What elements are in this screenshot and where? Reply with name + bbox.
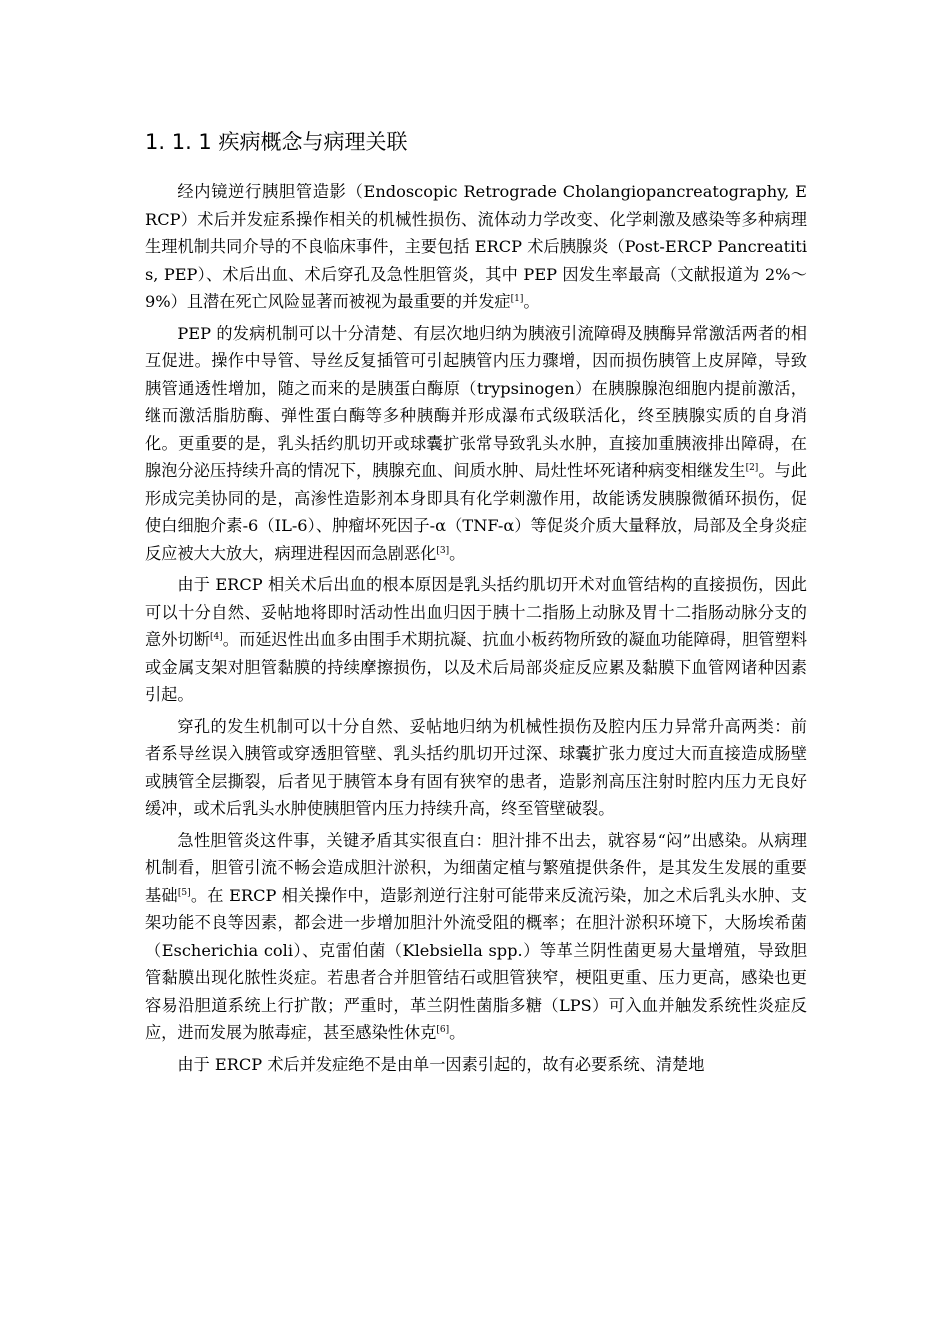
paragraph [145,827,807,1047]
citation-marker[interactable]: [6] [436,1025,450,1035]
paragraph-text: 。在 ERCP 相关操作中，造影剂逆行注射可能带来反流污染，加之术后乳头水肿、支架功能不良等因素，都会进一步增加胆汁外流受阻的概率；在胆汁淤积环境下，大肠埃希菌（Escherichia coli）、克雷伯菌（Klebsiella spp.）等革兰阴性菌更易大量增殖，导致胆管黏膜出现化脓性炎症。若患者合并胆管结石或胆管狭窄，梗阻更重、压力更高，感染也更容易沿胆道系统上行扩散；严重时，革兰阴性菌脂多糖（LPS）可入血并触发系统性炎症反应，进而发展为脓毒症，甚至感染性休克 [145,885,808,1042]
paragraph-text: 。 [449,543,466,563]
citation-marker[interactable]: [5] [177,887,191,898]
paragraph-text: 。 [449,1023,466,1042]
paragraph [145,1051,807,1079]
paragraph-text: 由于 ERCP 相关术后出血的根本原因是乳头括约肌切开术对血管结构的直接损伤，因此可以十分自然、妥帖地将即时活动性出血归因于胰十二指肠上动脉及胃十二指肠动脉分支的意外切断 [145,575,807,649]
paragraph-text: 。与此形成完美协同的是，高渗性造影剂本身即具有化学刺激作用，故能诱发胰腺微循环损伤，促使白细胞介素-6（IL-6）、肿瘤坏死因子-α（TNF-α）等促炎介质大量释放，局部及全身炎症反应被大大放大，病理进程因而急剧恶化 [145,461,808,563]
section-heading: 1. 1. 1 疾病概念与病理关联 [145,130,408,154]
paragraph-text: PEP 的发病机制可以十分清楚、有层次地归纳为胰液引流障碍及胰酶异常激活两者的相互促进。操作中导管、导丝反复插管可引起胰管内压力骤增，因而损伤胰管上皮屏障，导致胰管通透性增加，随之而来的是胰蛋白酶原（trypsinogen）在胰腺腺泡细胞内提前激活，继而激活脂肪酶、弹性蛋白酶等多种胰酶并形成瀑布式级联活化，终至胰腺实质的自身消化。更重要的是，乳头括约肌切开或球囊扩张常导致乳头水肿，直接加重胰液排出障碍，在腺泡分泌压持续升高的情况下，胰腺充血、间质水肿、局灶性坏死诸种病变相继发生 [145,323,807,480]
paragraph-text: 穿孔的发生机制可以十分自然、妥帖地归纳为机械性损伤及腔内压力异常升高两类：前者系导丝误入胰管或穿透胆管壁、乳头括约肌切开过深、球囊扩张力度过大而直接造成肠壁或胰管全层撕裂，后者见于胰管本身有固有狭窄的患者，造影剂高压注射时腔内压力无良好缓冲，或术后乳头水肿使胰胆管内压力持续升高，终至管壁破裂。 [145,716,807,818]
paragraph-text: 。而延迟性出血多由围手术期抗凝、抗血小板药物所致的凝血功能障碍，胆管塑料或金属支架对胆管黏膜的持续摩擦损伤，以及术后局部炎症反应累及黏膜下血管网诸种因素引起。 [145,630,808,704]
page-content [145,126,807,1082]
paragraph [145,320,807,568]
body-text [145,178,807,1078]
paragraph-text: 经内镜逆行胰胆管造影（Endoscopic Retrograde Cholangiopancreatography, ERCP）术后并发症系操作相关的机械性损伤、流体动力学改变、化学刺激及感染等多种病理生理机制共同介导的不良临床事件，主要包括 ERCP 术后胰腺炎（Post-ERCP Pancreatitis, PEP）、术后出血、术后穿孔及急性胆管炎，其中 PEP 因发生率最高（文献报道为 2%～9%）且潜在死亡风险显著而被视为最重要的并发症 [145,182,807,311]
paragraph [145,571,807,709]
paragraph-text: 急性胆管炎这件事，关键矛盾其实很直白：胆汁排不出去，就容易“闷”出感染。从病理机制看，胆管引流不畅会造成胆汁淤积，为细菌定植与繁殖提供条件，是其发生发展的重要基础 [145,830,807,905]
paragraph-text: 由于 ERCP 术后并发症绝不是由单一因素引起的，故有必要系统、清楚地 [177,1054,705,1074]
citation-marker[interactable]: [3] [436,545,450,556]
paragraph [145,178,807,316]
citation-marker[interactable]: [2] [745,463,759,473]
citation-marker[interactable]: [1] [510,294,524,304]
paragraph [145,713,807,823]
paragraph-text: 。 [523,292,540,311]
citation-marker[interactable]: [4] [209,632,223,642]
